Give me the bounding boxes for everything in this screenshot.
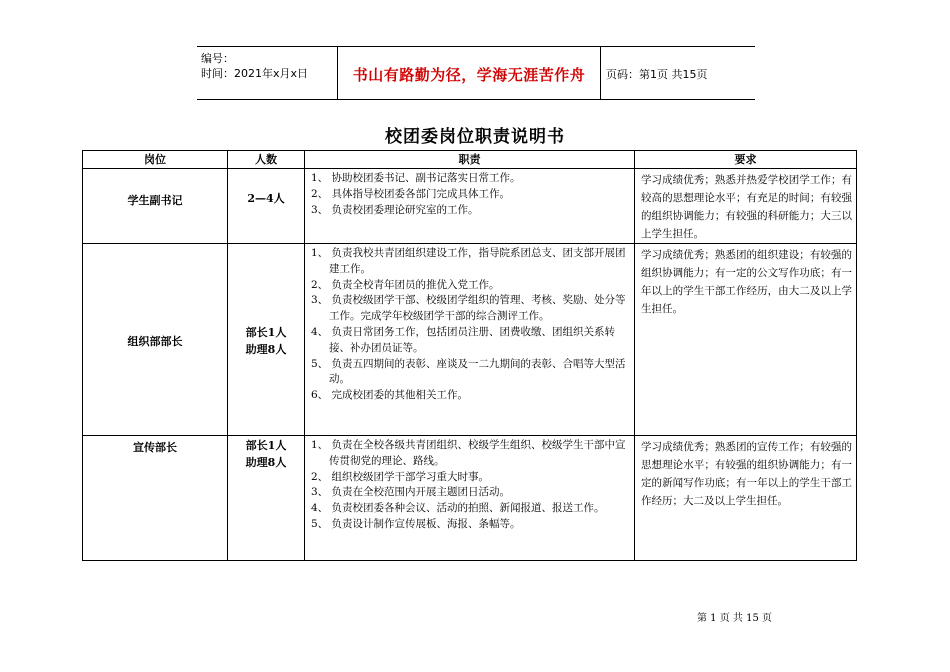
duties-cell: [305, 244, 635, 436]
duty-item: 5、 负责设计制作宣传展板、海报、条幅等。: [311, 517, 521, 530]
page-footer: 第 1 页 共 15 页: [697, 613, 772, 624]
requirement-text: 学习成绩优秀；熟悉团的组织建设；有较强的组织协调能力；有一定的公文写作功底；有一年以上的学生干部工作经历，由大二及以上学生担任。: [641, 249, 852, 315]
column-header-duties: 职责: [305, 151, 635, 169]
duties-cell: [305, 169, 635, 244]
time-label: 时间：2021年x月x日: [201, 67, 309, 80]
count-line: 部长1人: [245, 326, 287, 339]
column-header-count: 人数: [228, 151, 305, 169]
count-line: 2—4人: [247, 192, 285, 205]
requirements-cell: [635, 436, 857, 561]
duty-item: 6、 完成校团委的其他相关工作。: [311, 389, 469, 402]
count-cell: [228, 436, 305, 561]
position-cell: [83, 169, 228, 244]
duty-item: 3、 负责在全校范围内开展主题团日活动。: [311, 486, 511, 499]
duty-item: 2、 负责全校青年团员的推优入党工作。: [311, 278, 500, 291]
count-line: 部长1人: [245, 439, 287, 452]
position-name: 组织部部长: [127, 335, 183, 348]
duty-item: 2、 组织校级团学干部学习重大时事。: [311, 470, 490, 483]
duty-item: 5、 负责五四期间的表彰、座谈及一二九期间的表彰、合唱等大型活动。: [311, 357, 626, 386]
table-row: [83, 169, 857, 244]
duty-item: 3、 负责校级团学干部、校级团学组织的管理、考核、奖励、处分等工作。完成学年校级团学干部的综合测评工作。: [311, 294, 626, 323]
count-line: 助理8人: [245, 343, 287, 356]
duty-item: 3、 负责校团委理论研究室的工作。: [311, 203, 479, 216]
document-title: 校团委岗位职责说明书: [385, 127, 565, 147]
page-number: 页码：第1页 共15页: [606, 68, 708, 81]
count-cell: [228, 169, 305, 244]
position-name: 学生副书记: [127, 194, 183, 207]
column-header-position: 岗位: [83, 151, 228, 169]
count-line: 助理8人: [245, 456, 287, 469]
header-meta: [197, 47, 337, 99]
duty-item: 2、 具体指导校团委各部门完成具体工作。: [311, 187, 511, 200]
page-header: [197, 46, 755, 100]
number-label: 编号：: [201, 52, 234, 65]
table-row: [83, 244, 857, 436]
requirement-text: 学习成绩优秀；熟悉团的宣传工作；有较强的思想理论水平；有较强的组织协调能力；有一定的新闻写作功底；有一年以上的学生干部工作经历；大二及以上学生担任。: [641, 441, 852, 507]
position-cell: [83, 244, 228, 436]
position-name: 宣传部长: [133, 441, 177, 454]
duty-item: 4、 负责日常团务工作，包括团员注册、团费收缴、团组织关系转接、补办团员证等。: [311, 325, 616, 354]
count-cell: [228, 244, 305, 436]
duty-item: 1、 协助校团委书记、副书记落实日常工作。: [311, 172, 521, 184]
duty-item: 1、 负责在全校各级共青团组织、校级学生组织、校级学生干部中宣传贯彻党的理论、路线。: [311, 439, 626, 467]
motto: 书山有路勤为径，学海无涯苦作舟: [352, 66, 586, 84]
requirements-cell: [635, 244, 857, 436]
header-motto-cell: [337, 47, 601, 99]
duties-cell: [305, 436, 635, 561]
requirements-cell: [635, 169, 857, 244]
requirement-text: 学习成绩优秀；熟悉并热爱学校团学工作；有较高的思想理论水平；有充足的时间；有较强的组织协调能力；有较强的科研能力；大三以上学生担任。: [641, 174, 852, 240]
table-header-row: [83, 151, 857, 169]
position-cell: [83, 436, 228, 561]
table-row: [83, 436, 857, 561]
header-page-cell: [600, 47, 755, 99]
duty-table: [82, 150, 857, 561]
duty-item: 1、 负责我校共青团组织建设工作，指导院系团总支、团支部开展团建工作。: [311, 247, 626, 275]
column-header-requirements: 要求: [635, 151, 857, 169]
duty-item: 4、 负责校团委各种会议、活动的拍照、新闻报道、报送工作。: [311, 502, 605, 515]
